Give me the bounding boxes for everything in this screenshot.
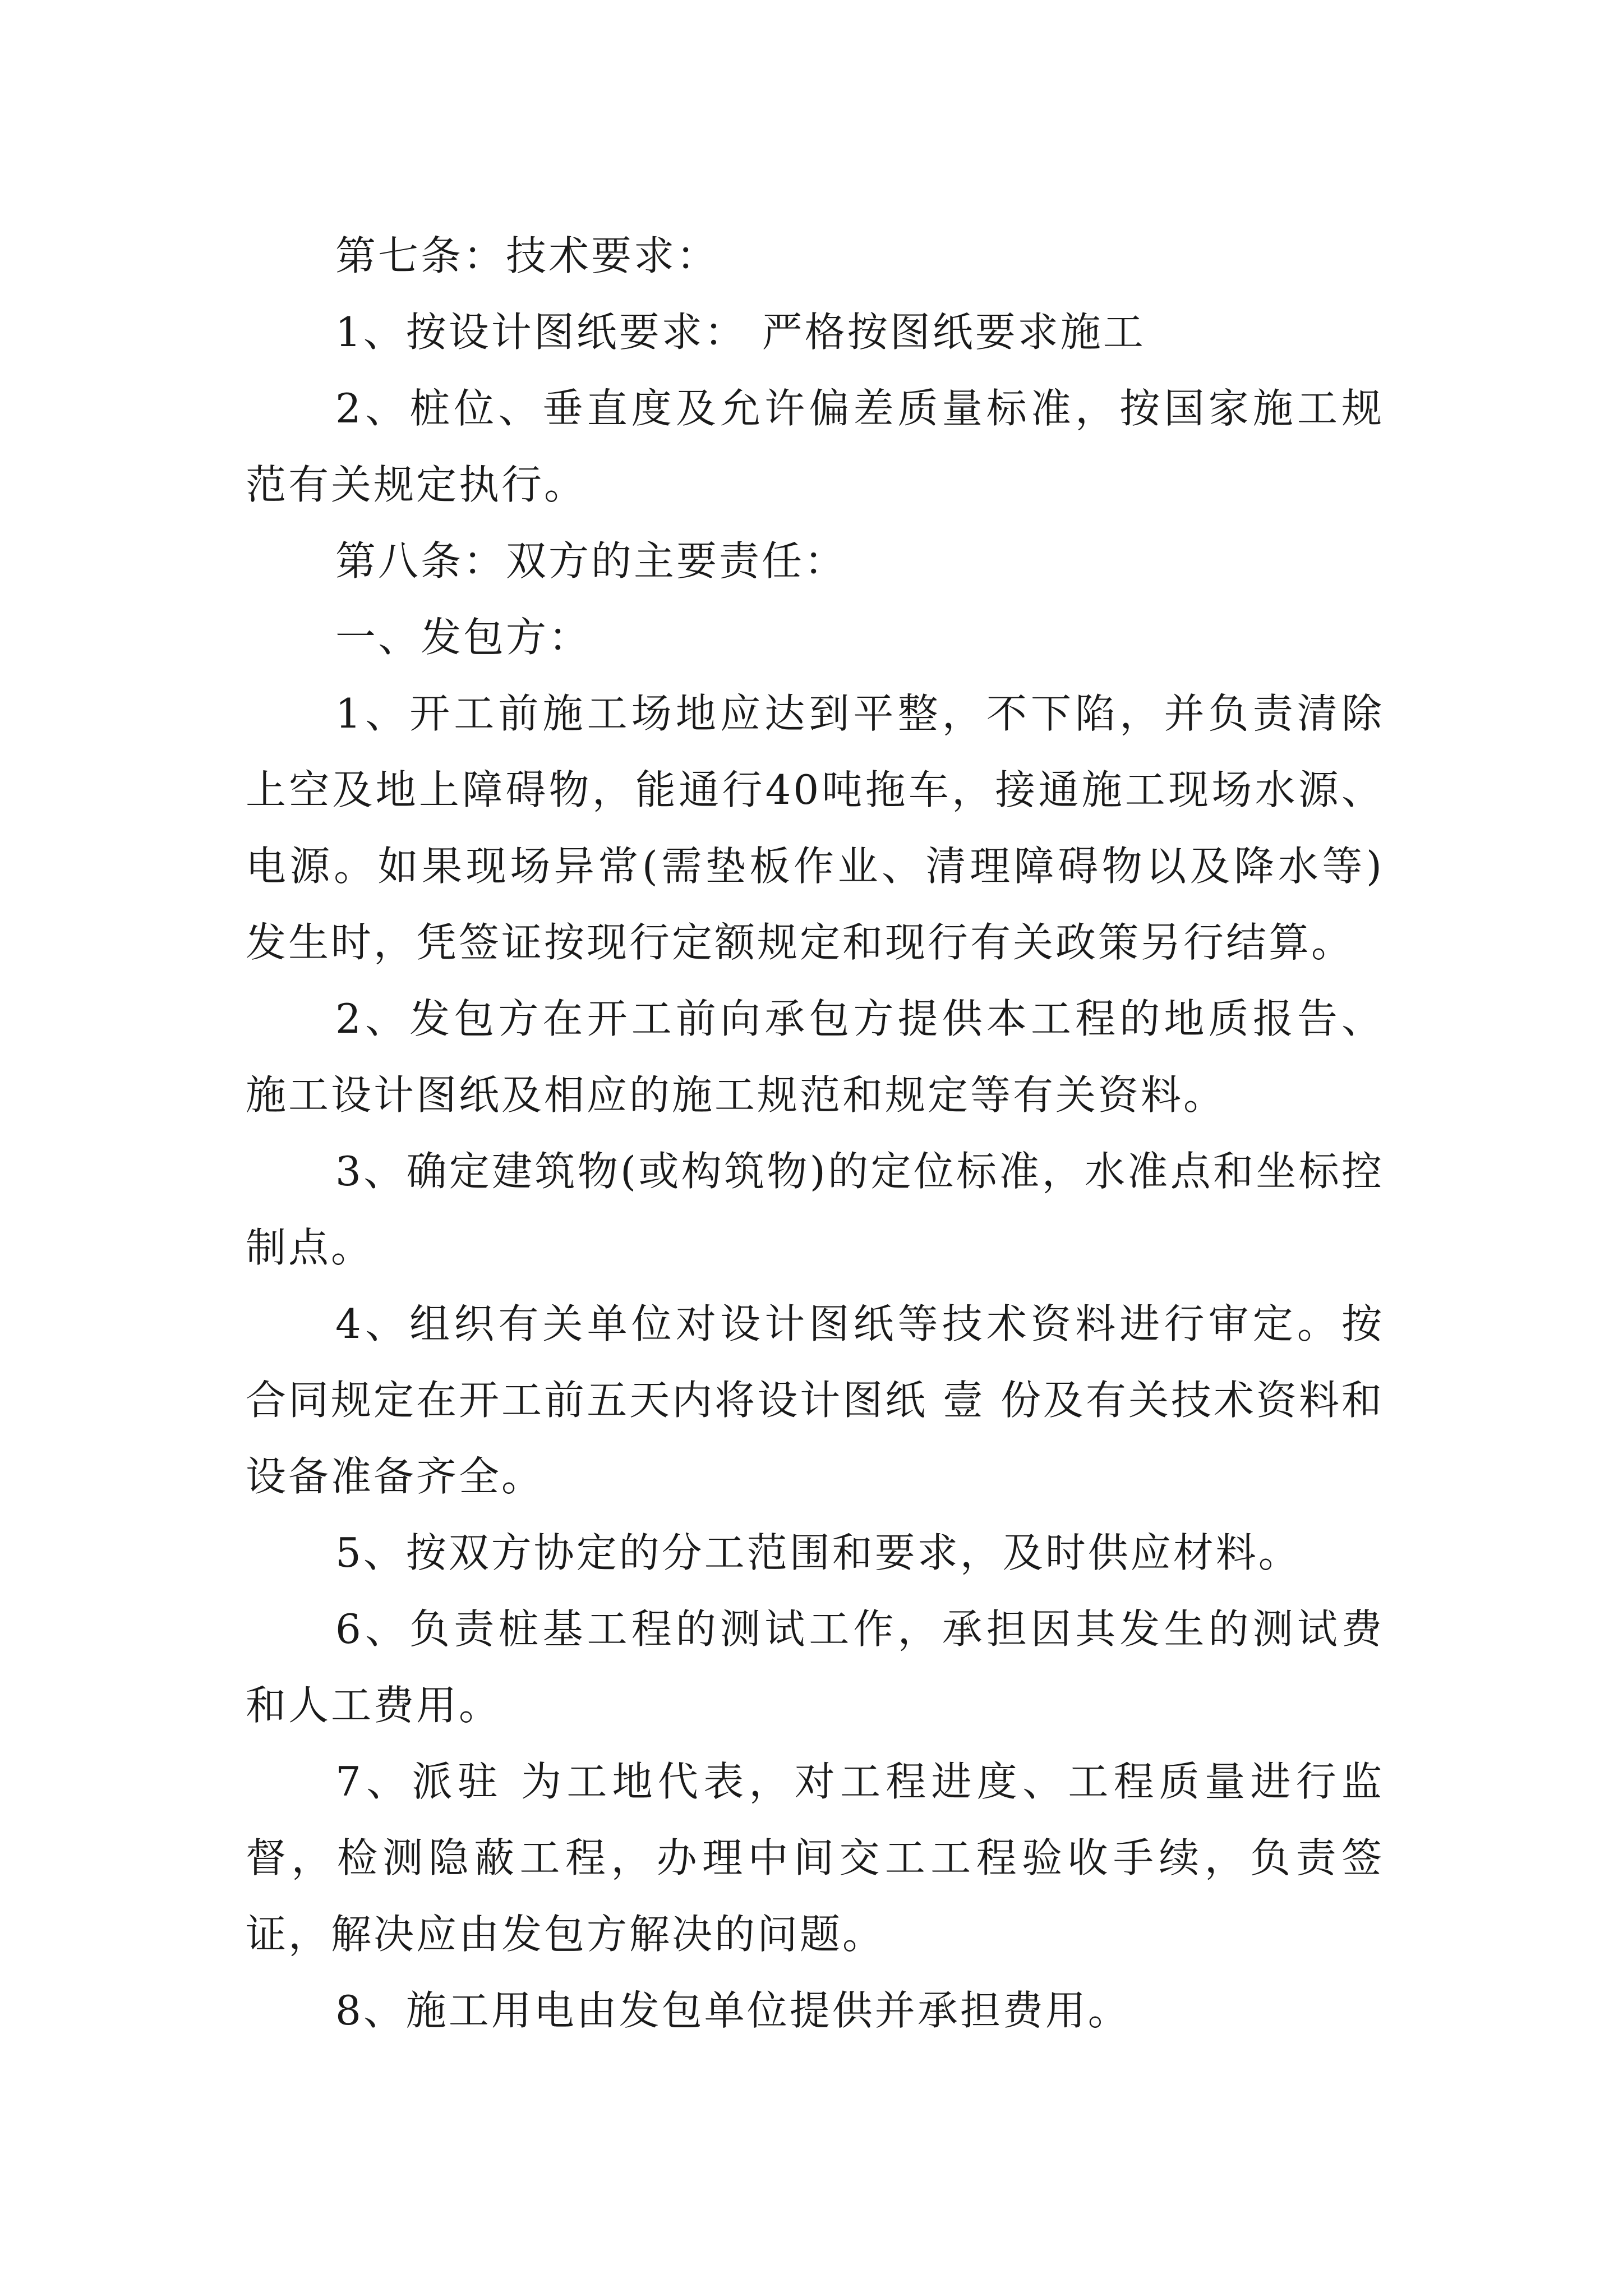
clause-8-2: 2、发包方在开工前向承包方提供本工程的地质报告、施工设计图纸及相应的施工规范和规定等有关资料。	[246, 995, 1384, 1119]
document-body	[246, 218, 1384, 2049]
clause-8-1: 1、开工前施工场地应达到平整，不下陷，并负责清除上空及地上障碍物，能通行40吨拖车，接通施工现场水源、电源。如果现场异常(需垫板作业、清理障碍物以及降水等)发生时，凭签证按现行定额规定和现行有关政策另行结算。	[246, 690, 1384, 966]
clause-8-3: 3、确定建筑物(或构筑物)的定位标准，水准点和坐标控制点。	[246, 1148, 1384, 1271]
clause-8-4: 4、组织有关单位对设计图纸等技术资料进行审定。按合同规定在开工前五天内将设计图纸 壹 份及有关技术资料和设备准备齐全。	[246, 1300, 1384, 1500]
clause-8-8: 8、施工用电由发包单位提供并承担费用。	[335, 1987, 1131, 2034]
section-employer-heading: 一、发包方：	[335, 614, 592, 661]
clause-8-5: 5、按双方协定的分工范围和要求，及时供应材料。	[335, 1529, 1301, 1576]
clause-8-6: 6、负责桩基工程的测试工作，承担因其发生的测试费和人工费用。	[246, 1605, 1384, 1729]
article-7-heading: 第七条：技术要求：	[335, 232, 720, 279]
article-8-heading: 第八条：双方的主要责任：	[335, 537, 847, 585]
clause-8-7: 7、派驻 为工地代表，对工程进度、工程质量进行监督，检测隐蔽工程，办理中间交工工程验收手续，负责签证，解决应由发包方解决的问题。	[246, 1758, 1384, 1958]
clause-7-2: 2、桩位、垂直度及允许偏差质量标准，按国家施工规范有关规定执行。	[246, 385, 1384, 508]
clause-7-1: 1、按设计图纸要求： 严格按图纸要求施工	[335, 309, 1146, 356]
